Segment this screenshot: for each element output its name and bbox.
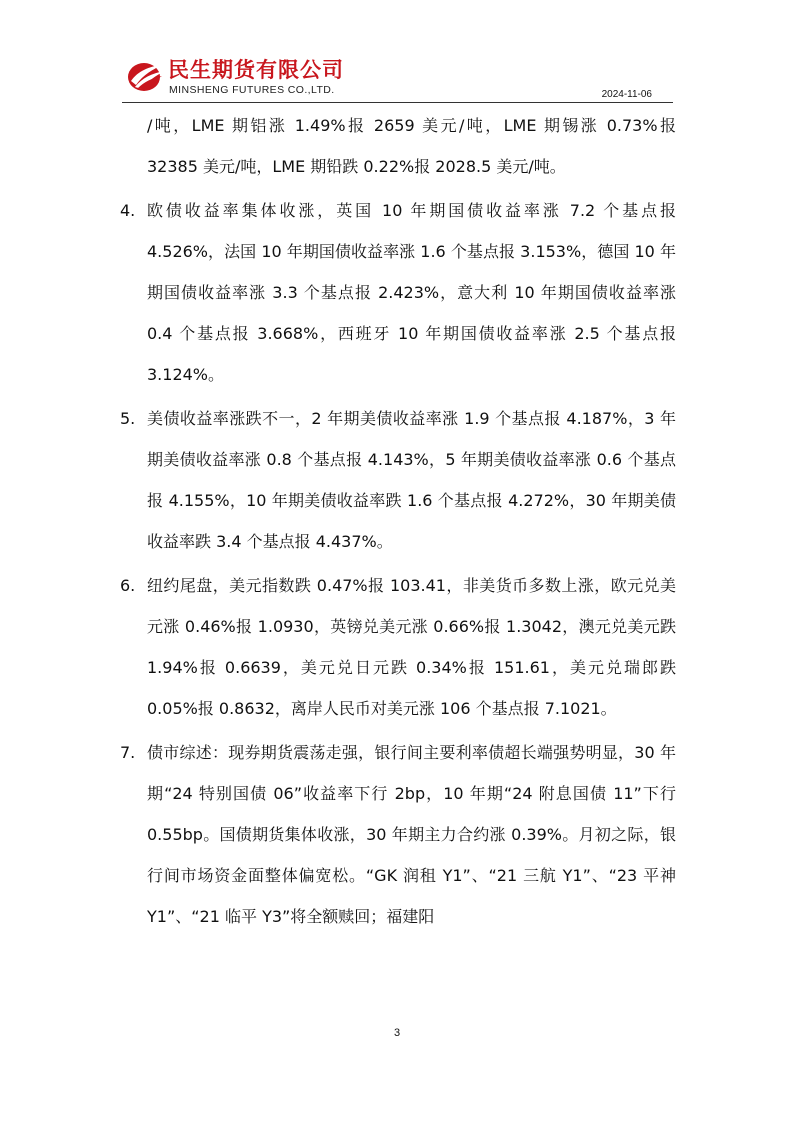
list-item xyxy=(120,732,676,937)
list-item-number: 4. xyxy=(120,201,136,220)
company-name-cn: 民生期货有限公司 xyxy=(168,58,344,82)
report-body xyxy=(120,105,676,937)
continuation-paragraph: /吨，LME 期铝涨 1.49%报 2659 美元/吨，LME 期锡涨 0.73%报 32385 美元/吨，LME 期铅跌 0.22%报 2028.5 美元/吨。 xyxy=(147,116,676,176)
list-item-number: 6. xyxy=(120,576,136,595)
list-item-number: 5. xyxy=(120,409,136,428)
page-number: 3 xyxy=(393,1027,401,1039)
list-item-text: 纽约尾盘，美元指数跌 0.47%报 103.41，非美货币多数上涨，欧元兑美元涨 0.46%报 1.0930，英镑兑美元涨 0.66%报 1.3042，澳元兑美元跌 1.94%报 0.6639，美元兑日元跌 0.34%报 151.61，美元兑瑞郎跌 0.05%报 0.8632，离岸人民币对美元涨 106 个基点报 7.1021。 xyxy=(147,576,676,718)
list-item-number: 7. xyxy=(120,743,136,762)
list-item-text: 欧债收益率集体收涨，英国 10 年期国债收益率涨 7.2 个基点报 4.526%，法国 10 年期国债收益率涨 1.6 个基点报 3.153%，德国 10 年期国债收益率涨 3.3 个基点报 2.423%，意大利 10 年期国债收益率涨 0.4 个基点报 3.668%，西班牙 10 年期国债收益率涨 2.5 个基点报 3.124%。 xyxy=(147,201,676,384)
company-name-en: MINSHENG FUTURES CO.,LTD. xyxy=(169,84,335,96)
list-item-text: 债市综述：现券期货震荡走强，银行间主要利率债超长端强势明显，30 年期“24 特别国债 06”收益率下行 2bp，10 年期“24 附息国债 11”下行 0.55bp。国债期货集体收涨，30 年期主力合约涨 0.39%。月初之际，银行间市场资金面整体偏宽松。“GK 润租 Y1”、“21 三航 Y1”、“23 平神 Y1”、“21 临平 Y3”将全额赎回；福建阳 xyxy=(147,743,676,926)
list-item xyxy=(120,398,676,562)
header-divider xyxy=(122,102,673,103)
list-item-text: 美债收益率涨跌不一，2 年期美债收益率涨 1.9 个基点报 4.187%，3 年期美债收益率涨 0.8 个基点报 4.143%，5 年期美债收益率涨 0.6 个基点报 4.155%，10 年期美债收益率跌 1.6 个基点报 4.272%，30 年期美债收益率跌 3.4 个基点报 4.437%。 xyxy=(147,409,676,551)
report-date: 2024-11-06 xyxy=(601,89,652,100)
page-header xyxy=(0,0,794,104)
list-item xyxy=(120,190,676,395)
minsheng-logo-icon xyxy=(126,58,166,94)
list-item xyxy=(120,565,676,729)
